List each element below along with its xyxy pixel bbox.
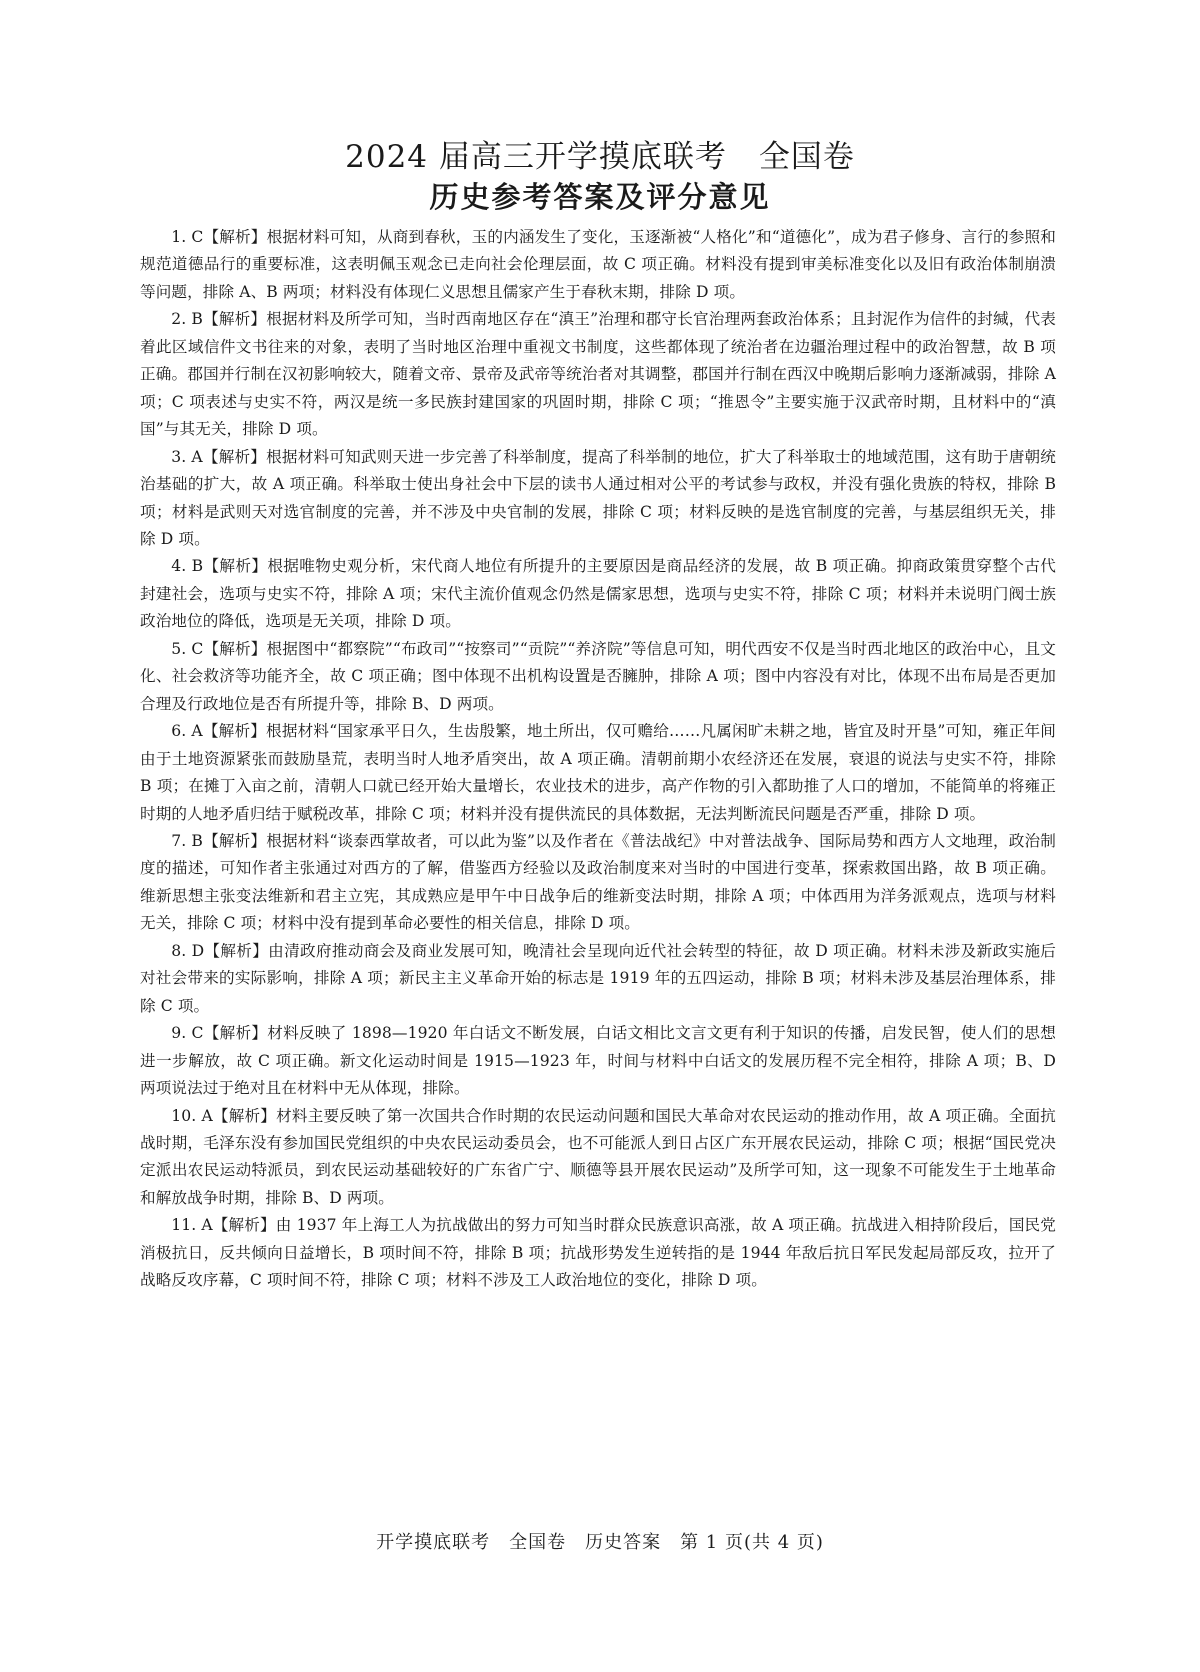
answer-item-11: 11. A【解析】由 1937 年上海工人为抗战做出的努力可知当时群众民族意识高涨，故 A 项正确。抗战进入相持阶段后，国民党消极抗日，反共倾向日益增长，B 项时间不符，排除 B 项；抗战形势发生逆转指的是 1944 年敌后抗日军民发起局部反攻，拉开了战略反攻序幕，C 项时间不符，排除 C 项；材料不涉及工人政治地位的变化，排除 D 项。 — [140, 1216, 1056, 1290]
exam-title: 2024 届高三开学摸底联考 全国卷 — [345, 139, 855, 175]
answer-item-10: 10. A【解析】材料主要反映了第一次国共合作时期的农民运动问题和国民大革命对农民运动的推动作用，故 A 项正确。全面抗战时期，毛泽东没有参加国民党组织的中央农民运动委员会，也不可能派人到日占区广东开展农民运动，排除 C 项；根据“国民党决定派出农民运动特派员，到农民运动基础较好的广东省广宁、顺德等县开展农民运动”及所学可知，这一现象不可能发生于土地革命和解放战争时期，排除 B、D 两项。 — [140, 1106, 1056, 1207]
answer-item-8: 8. D【解析】由清政府推动商会及商业发展可知，晚清社会呈现向近代社会转型的特征，故 D 项正确。材料未涉及新政实施后对社会带来的实际影响，排除 A 项；新民主主义革命开始的标志是 1919 年的五四运动，排除 B 项；材料未涉及基层治理体系，排除 C 项。 — [140, 941, 1056, 1015]
answer-item-3: 3. A【解析】根据材料可知武则天进一步完善了科举制度，提高了科举制的地位，扩大了科举取士的地域范围，这有助于唐朝统治基础的扩大，故 A 项正确。科举取士使出身社会中下层的读书人通过相对公平的考试参与政权，并没有强化贵族的特权，排除 B 项；材料是武则天对选官制度的完善，并不涉及中央官制的发展，排除 C 项；材料反映的是选官制度的完善，与基层组织无关，排除 D 项。 — [140, 447, 1056, 548]
answer-list — [140, 224, 1056, 1295]
answer-item-6: 6. A【解析】根据材料“国家承平日久，生齿殷繁，地土所出，仅可赡给……凡属闲旷未耕之地，皆宜及时开垦”可知，雍正年间由于土地资源紧张而鼓励垦荒，表明当时人地矛盾突出，故 A 项正确。清朝前期小农经济还在发展，衰退的说法与史实不符，排除 B 项；在摊丁入亩之前，清朝人口就已经开始大量增长，农业技术的进步，高产作物的引入都助推了人口的增加，不能简单的将雍正时期的人地矛盾归结于赋税改革，排除 C 项；材料并没有提供流民的具体数据，无法判断流民问题是否严重，排除 D 项。 — [140, 722, 1056, 823]
answer-item-2: 2. B【解析】根据材料及所学可知，当时西南地区存在“滇王”治理和郡守长官治理两套政治体系；且封泥作为信件的封缄，代表着此区域信件文书往来的对象，表明了当时地区治理中重视文书制度，这些都体现了统治者在边疆治理过程中的政治智慧，故 B 项正确。郡国并行制在汉初影响较大，随着文帝、景帝及武帝等统治者对其调整，郡国并行制在西汉中晚期后影响力逐渐减弱，排除 A 项；C 项表述与史实不符，两汉是统一多民族封建国家的巩固时期，排除 C 项；“推恩令”主要实施于汉武帝时期，且材料中的“滇国”与其无关，排除 D 项。 — [140, 310, 1056, 439]
answer-item-1: 1. C【解析】根据材料可知，从商到春秋，玉的内涵发生了变化，玉逐渐被“人格化”和“道德化”，成为君子修身、言行的参照和规范道德品行的重要标准，这表明佩玉观念已走向社会伦理层面，故 C 项正确。材料没有提到审美标准变化以及旧有政治体制崩溃等问题，排除 A、B 两项；材料没有体现仁义思想且儒家产生于春秋末期，排除 D 项。 — [140, 228, 1056, 301]
answer-item-5: 5. C【解析】根据图中“都察院”“布政司”“按察司”“贡院”“养济院”等信息可知，明代西安不仅是当时西北地区的政治中心，且文化、社会救济等功能齐全，故 C 项正确；图中体现不出机构设置是否臃肿，排除 A 项；图中内容没有对比，体现不出布局是否更加合理及行政地位是否有所提升等，排除 B、D 两项。 — [140, 639, 1056, 713]
page-footer: 开学摸底联考 全国卷 历史答案 第 1 页(共 4 页) — [376, 1532, 824, 1553]
document-subtitle: 历史参考答案及评分意见 — [429, 180, 771, 214]
answer-item-4: 4. B【解析】根据唯物史观分析，宋代商人地位有所提升的主要原因是商品经济的发展，故 B 项正确。抑商政策贯穿整个古代封建社会，选项与史实不符，排除 A 项；宋代主流价值观念仍然是儒家思想，选项与史实不符，排除 C 项；材料并未说明门阀士族政治地位的降低，选项是无关项，排除 D 项。 — [140, 557, 1056, 631]
answer-item-9: 9. C【解析】材料反映了 1898—1920 年白话文不断发展，白话文相比文言文更有利于知识的传播，启发民智，使人们的思想进一步解放，故 C 项正确。新文化运动时间是 1915—1923 年，时间与材料中白话文的发展历程不完全相符，排除 A 项；B、D 两项说法过于绝对且在材料中无从体现，排除。 — [140, 1024, 1056, 1098]
answer-item-7: 7. B【解析】根据材料“谈泰西掌故者，可以此为鉴”以及作者在《普法战纪》中对普法战争、国际局势和西方人文地理，政治制度的描述，可知作者主张通过对西方的了解，借鉴西方经验以及政治制度来对当时的中国进行变革，探索救国出路，故 B 项正确。维新思想主张变法维新和君主立宪，其成熟应是甲午中日战争后的维新变法时期，排除 A 项；中体西用为洋务派观点，选项与材料无关，排除 C 项；材料中没有提到革命必要性的相关信息，排除 D 项。 — [140, 831, 1056, 933]
